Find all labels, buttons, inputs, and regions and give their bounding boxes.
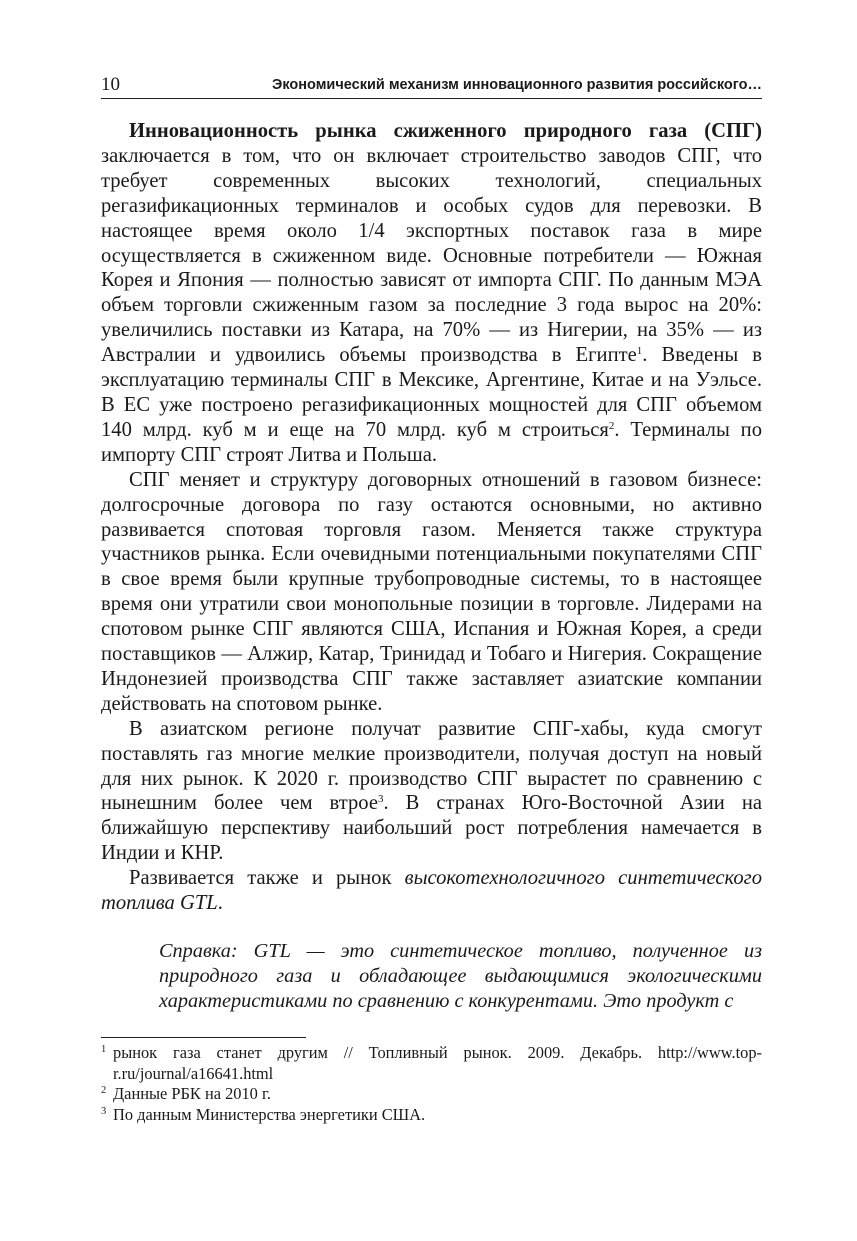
paragraph-text: Развивается также и рынок — [129, 867, 405, 890]
footnote-text: По данным Министерства энергетики США. — [113, 1104, 426, 1124]
footnote-divider — [101, 1037, 306, 1038]
footnote-mark: 1 — [101, 1044, 107, 1055]
paragraph-italic-term: высокотехнологичного синтетического топлива GTL — [101, 867, 763, 915]
footnote-3 — [101, 1105, 762, 1126]
paragraph-lead-bold: Инновационность рынка сжиженного природного газа (СПГ) — [129, 120, 762, 142]
footnote-text: рынок газа станет другим // Топливный рынок. 2009. Декабрь. http://www.top-r.ru/journal/a16641.html — [113, 1043, 762, 1083]
paragraph-text: . Терминалы по импорту СПГ строят Литва и Польша. — [101, 418, 762, 466]
footnotes — [101, 1043, 762, 1125]
paragraph-lng-innovation — [101, 119, 762, 468]
footnote-mark: 2 — [101, 1085, 107, 1096]
footnote-ref-2: 2 — [608, 419, 615, 432]
running-header — [101, 72, 762, 99]
page-number: 10 — [101, 74, 120, 95]
paragraph-text: заключается в том, что он включает строительство заводов СПГ, что требует современных высоких технологий, специальных регазификационных терминалов и особых судов для перевозки. В настоящее время около 1/4 экспортных поставок газа в мире осуществляется в сжиженном виде. Основные потребители — Южная Корея и Япония — полностью зависят от импорта СПГ. По данным МЭА объем торговли сжиженным газом за последние 3 года вырос на 20%: увеличились поставки из Катара, на 70% — из Нигерии, на 35% — из Австралии и удвоились объемы производства в Египте — [101, 144, 762, 367]
footnote-1 — [101, 1043, 762, 1084]
running-title: Экономический механизм инновационного развития российского… — [272, 77, 762, 93]
paragraph-contract-structure: СПГ меняет и структуру договорных отношений в газовом бизнесе: долгосрочные договора по газу остаются основными, но активно развивается спотовая торговля газом. Меняется также структура участников рынка. Если очевидными потенциальными покупателями СПГ в свое время были крупные трубопроводные системы, то в настоящее время они утратили свои монопольные позиции в торговле. Лидерами на спотовом рынке СПГ являются США, Испания и Южная Корея, а среди поставщиков — Алжир, Катар, Тринидад и Тобаго и Нигерия. Сокращение Индонезией производства СПГ также заставляет азиатские компании действовать на спотовом рынке. — [101, 468, 762, 715]
footnote-2 — [101, 1084, 762, 1105]
footnote-ref-1: 1 — [636, 345, 643, 358]
paragraph-text: . — [217, 892, 223, 915]
gtl-reference-note: Справка: GTL — это синтетическое топливо, полученное из природного газа и обладающее выдающимися экологическими характеристиками по сравнению с конкурентами. Это продукт с — [159, 940, 762, 1012]
footnote-mark: 3 — [101, 1105, 107, 1117]
paragraph-gtl-market — [101, 866, 762, 916]
footnote-text: Данные РБК на 2010 г. — [113, 1084, 271, 1103]
footnote-ref-3: 3 — [377, 793, 384, 806]
paragraph-text: В азиатском регионе получат развитие СПГ-хабы, куда смогут поставлять газ многие мелкие производители, получая доступ на новый для них рынок. К 2020 г. производство СПГ вырастет по сравнению с нынешним более чем втрое — [101, 717, 762, 815]
paragraph-asian-region — [101, 717, 762, 866]
paragraph-text: . В странах Юго-Восточной Азии на ближайшую перспективу наибольший рост потребления намечается в Индии и КНР. — [101, 792, 762, 865]
main-text — [101, 119, 762, 1014]
paragraph-text: . Введены в эксплуатацию терминалы СПГ в Мексике, Аргентине, Китае и на Уэльсе. В ЕС уже построено регазификационных мощностей для СПГ объемом 140 млрд. куб м и еще на 70 млрд. куб м строиться — [101, 344, 763, 441]
